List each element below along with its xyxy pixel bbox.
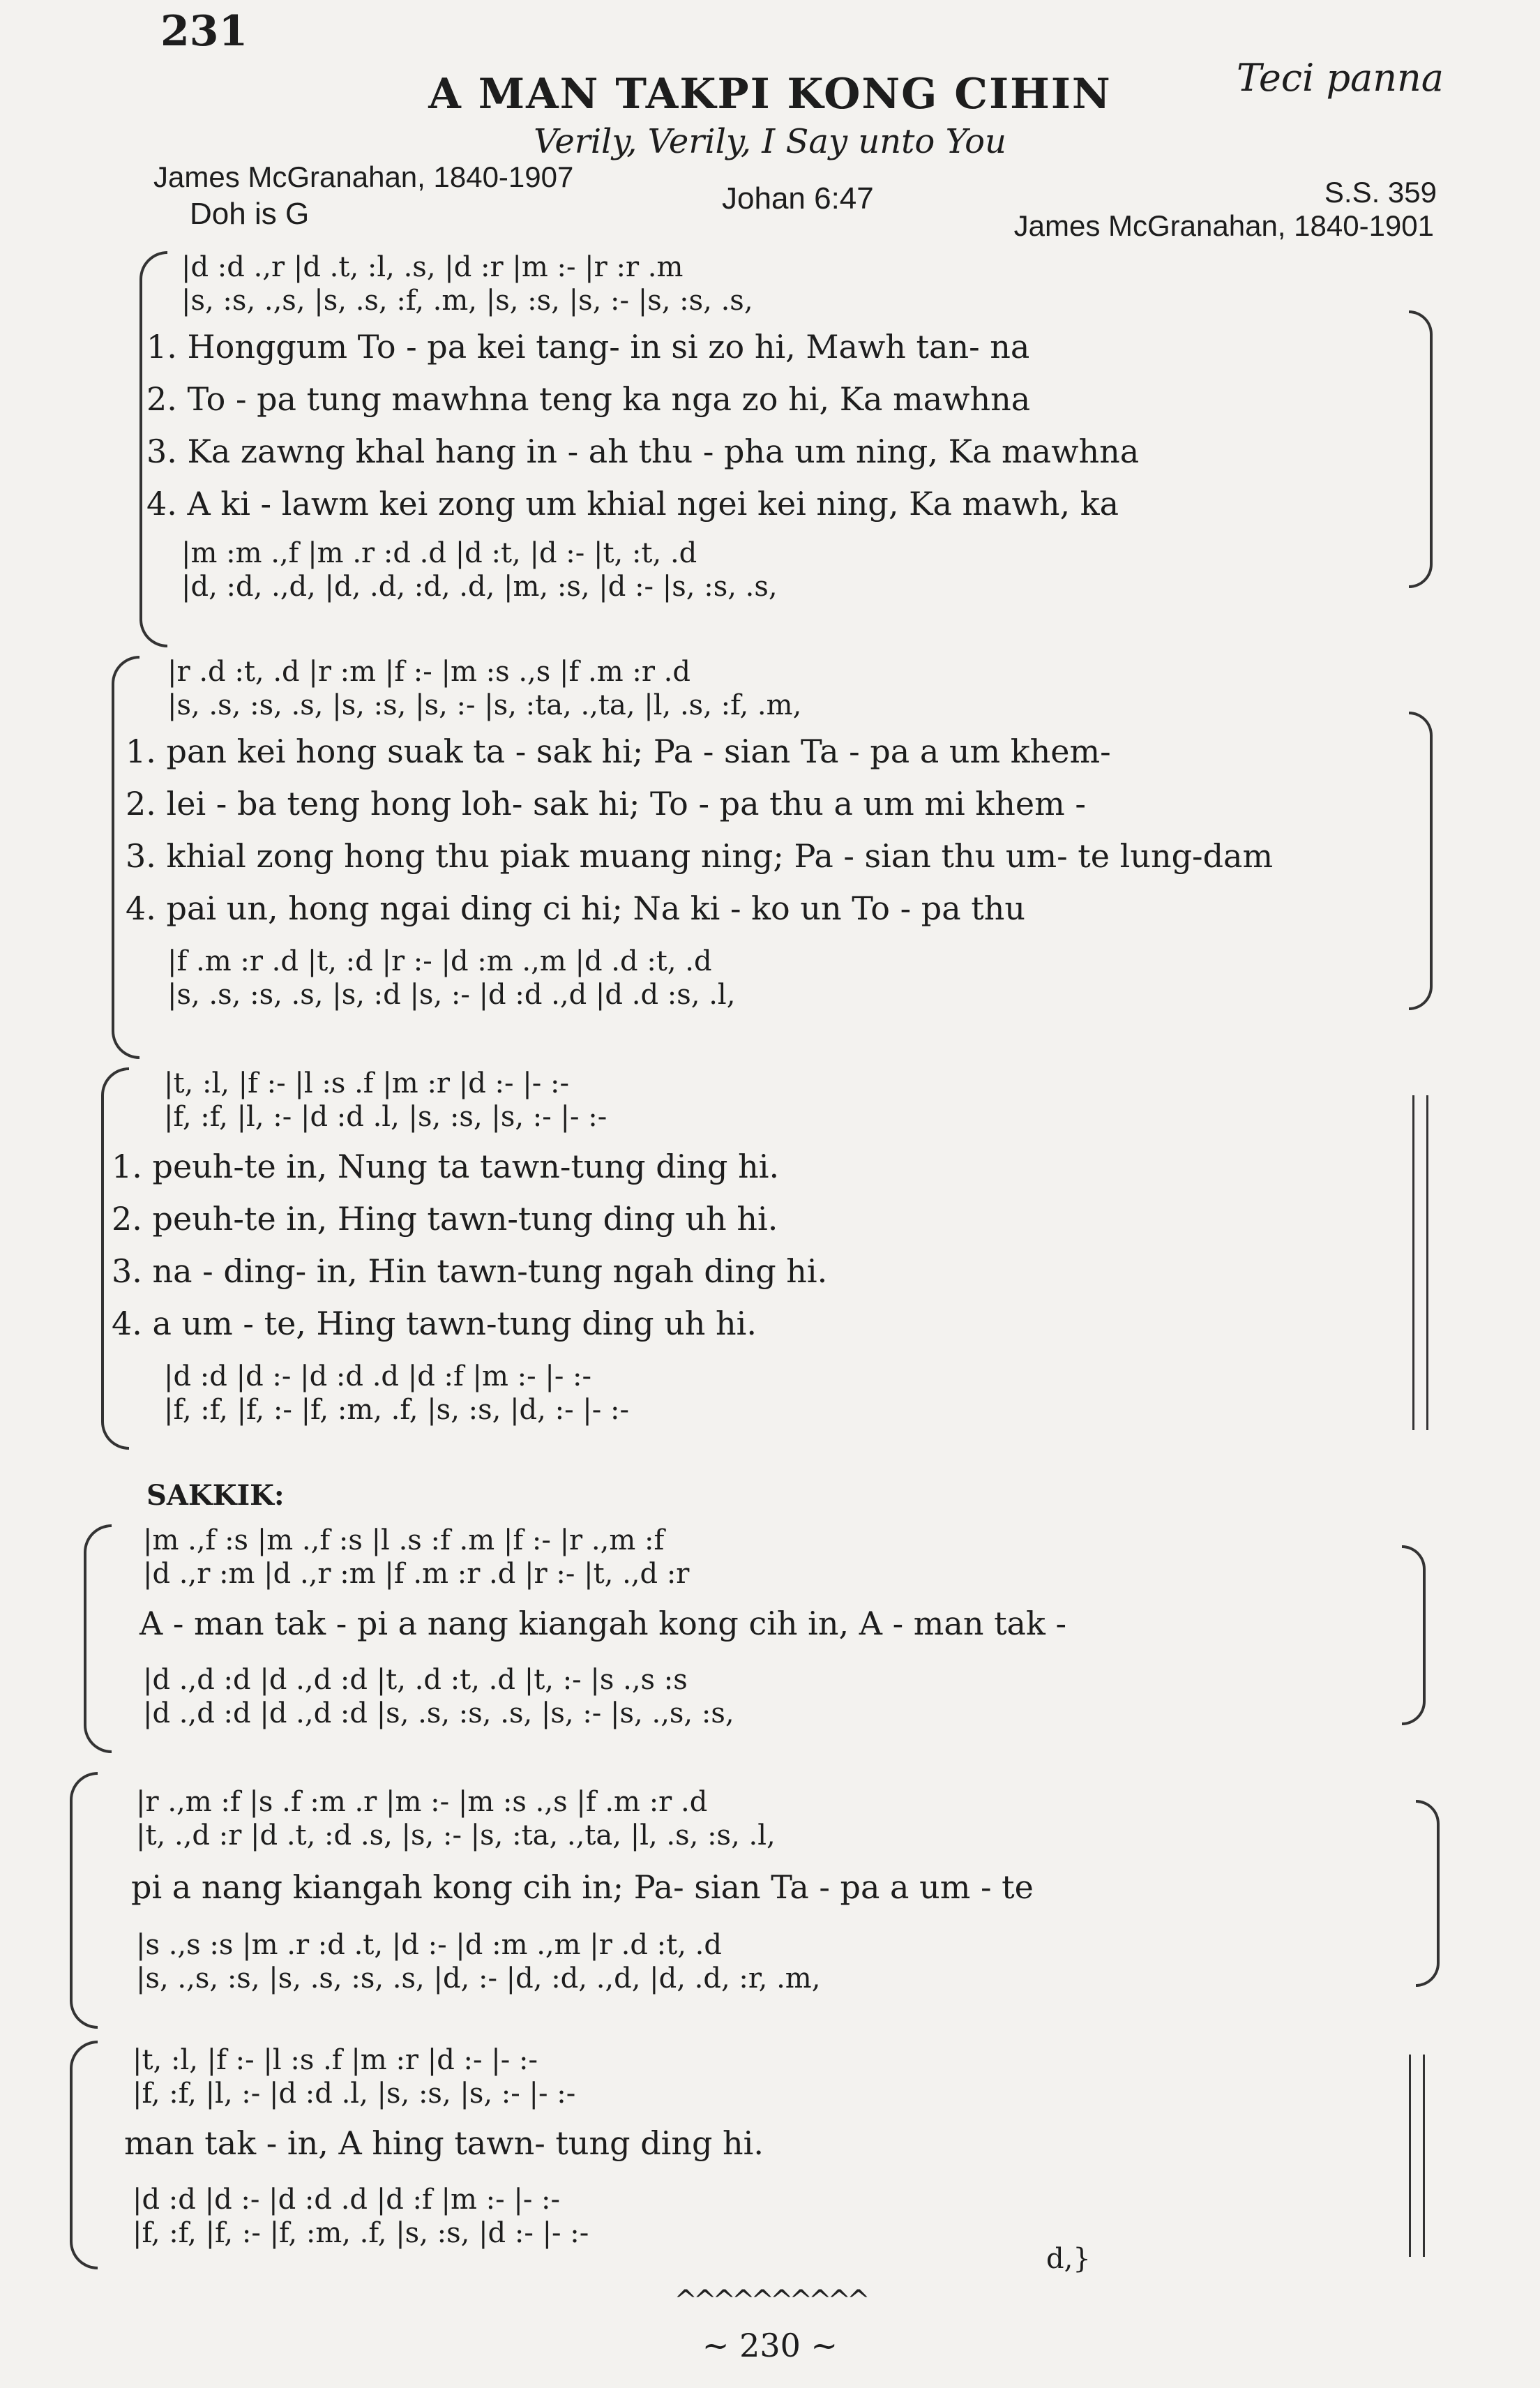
lyric-line: pi a nang kiangah kong cih in; Pa- sian Ta - pa a um - te — [131, 1868, 1034, 1906]
bass-notes: |d .,d :d |d .,d :d |s, .s, :s, .s, |s, :- |s, .,s, :s, — [143, 1697, 734, 1729]
treble-notes: |d :d .,r |d .t, :l, .s, |d :r |m :- |r :r .m — [181, 251, 684, 283]
lyric-line: 3. na - ding- in, Hin tawn-tung ngah ding hi. — [112, 1252, 828, 1290]
lyric-line: 4. a um - te, Hing tawn-tung ding uh hi. — [112, 1305, 757, 1342]
treble-notes: |r .d :t, .d |r :m |f :- |m :s .,s |f .m :r .d — [167, 656, 690, 688]
lyric-line: 1. peuh-te in, Nung ta tawn-tung ding hi. — [112, 1148, 780, 1185]
lyric-line: man tak - in, A hing tawn- tung ding hi. — [124, 2124, 764, 2162]
treble-notes: |m .,f :s |m .,f :s |l .s :f .m |f :- |r .,m :f — [143, 1524, 665, 1556]
tenor-notes: |s .,s :s |m .r :d .t, |d :- |d :m .,m |r .d :t, .d — [136, 1929, 722, 1961]
lyric-line: 4. A ki - lawm kei zong um khial ngei kei ning, Ka mawh, ka — [146, 485, 1119, 523]
hymn-number: 231 — [160, 7, 248, 56]
bass-notes: |d, :d, .,d, |d, .d, :d, .d, |m, :s, |d :- |s, :s, .s, — [181, 571, 778, 603]
bass-notes: |s, .s, :s, .s, |s, :d |s, :- |d :d .,d |d .d :s, .l, — [167, 979, 736, 1011]
tenor-notes: |m :m .,f |m .r :d .d |d :t, |d :- |t, :t, .d — [181, 537, 697, 569]
hymn-title: A MAN TAKPI KONG CIHIN — [428, 70, 1112, 119]
key-signature: Doh is G — [190, 197, 310, 231]
lyric-line: 2. lei - ba teng hong loh- sak hi; To - pa thu a um mi khem - — [126, 785, 1086, 823]
music-system-4 — [84, 1517, 1437, 1755]
music-system-5 — [70, 1765, 1437, 2030]
lyric-line: 2. peuh-te in, Hing tawn-tung ding uh hi. — [112, 1200, 778, 1238]
lyric-line: 3. Ka zawng khal hang in - ah thu - pha um ning, Ka mawhna — [146, 433, 1140, 470]
music-system-2 — [112, 649, 1437, 1060]
lyric-line: 4. pai un, hong ngai ding ci hi; Na ki - ko un To - pa thu — [126, 889, 1026, 927]
bass-notes: |f, :f, |f, :- |f, :m, .f, |s, :s, |d, :- |- :- — [164, 1394, 629, 1426]
tenor-notes: |d :d |d :- |d :d .d |d :f |m :- |- :- — [164, 1360, 592, 1392]
composer-credit: James McGranahan, 1840-1907 — [153, 160, 574, 193]
treble-notes: |t, :l, |f :- |l :s .f |m :r |d :- |- :- — [164, 1067, 569, 1099]
teci-label: Teci panna — [1237, 56, 1444, 100]
alto-notes: |t, .,d :r |d .t, :d .s, |s, :- |s, :ta, .,ta, |l, .s, :s, .l, — [136, 1819, 776, 1852]
alto-notes: |f, :f, |l, :- |d :d .l, |s, :s, |s, :- |- :- — [164, 1101, 607, 1133]
music-system-3 — [101, 1060, 1440, 1451]
bass-notes: |f, :f, |f, :- |f, :m, .f, |s, :s, |d :- |- :- — [133, 2217, 589, 2249]
hymn-subtitle: Verily, Verily, I Say unto You — [534, 122, 1006, 161]
alto-notes: |s, .s, :s, .s, |s, :s, |s, :- |s, :ta, .,ta, |l, .s, :f, .m, — [167, 689, 802, 721]
treble-notes: |r .,m :f |s .f :m .r |m :- |m :s .,s |f .m :r .d — [136, 1786, 708, 1818]
footnote-note: d,} — [1046, 2243, 1091, 2275]
scripture-reference: Johan 6:47 — [722, 181, 874, 216]
arranger-credit: James McGranahan, 1840-1901 — [1013, 209, 1434, 242]
tenor-notes: |d :d |d :- |d :d .d |d :f |m :- |- :- — [133, 2184, 561, 2216]
ss-number: S.S. 359 — [1324, 176, 1437, 209]
music-system-1 — [139, 244, 1430, 649]
lyric-line: A - man tak - pi a nang kiangah kong cih in, A - man tak - — [139, 1605, 1067, 1642]
tenor-notes: |d .,d :d |d .,d :d |t, .d :t, .d |t, :- |s .,s :s — [143, 1664, 688, 1696]
lyric-line: 1. pan kei hong suak ta - sak hi; Pa - sian Ta - pa a um khem- — [126, 733, 1111, 770]
alto-notes: |s, :s, .,s, |s, .s, :f, .m, |s, :s, |s, :- |s, :s, .s, — [181, 285, 753, 317]
tenor-notes: |f .m :r .d |t, :d |r :- |d :m .,m |d .d :t, .d — [167, 945, 712, 977]
alto-notes: |f, :f, |l, :- |d :d .l, |s, :s, |s, :- |- :- — [133, 2078, 576, 2110]
alto-notes: |d .,r :m |d .,r :m |f .m :r .d |r :- |t, .,d :r — [143, 1558, 690, 1590]
lyric-line: 1. Honggum To - pa kei tang- in si zo hi, Mawh tan- na — [146, 328, 1030, 366]
chorus-heading: SAKKIK: — [146, 1479, 285, 1512]
music-system-6 — [70, 2034, 1437, 2278]
bass-notes: |s, .,s, :s, |s, .s, :s, .s, |d, :- |d, :d, .,d, |d, .d, :r, .m, — [136, 1962, 821, 1995]
treble-notes: |t, :l, |f :- |l :s .f |m :r |d :- |- :- — [133, 2044, 538, 2076]
lyric-line: 3. khial zong hong thu piak muang ning; Pa - sian thu um- te lung-dam — [126, 837, 1274, 875]
lyric-line: 2. To - pa tung mawhna teng ka nga zo hi, Ka mawhna — [146, 380, 1031, 418]
ornament-divider: ^^^^^^^^^^ — [674, 2285, 866, 2317]
page-number: ~ 230 ~ — [702, 2327, 838, 2364]
